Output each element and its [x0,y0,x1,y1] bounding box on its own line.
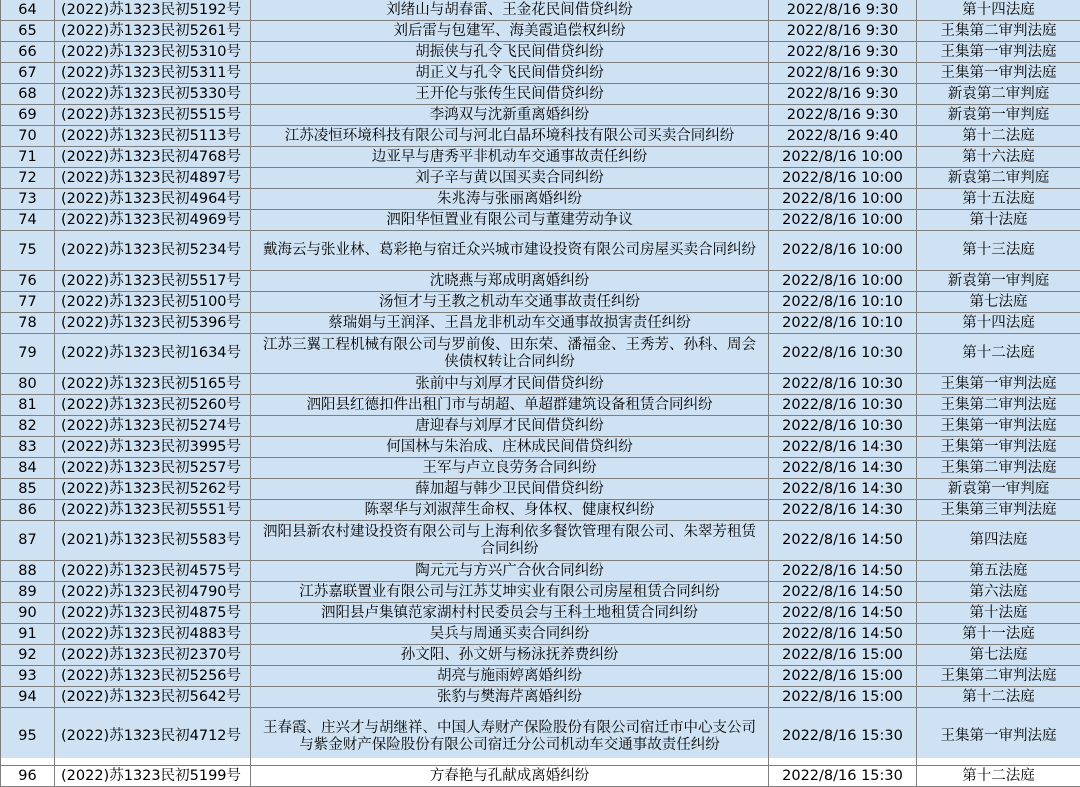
case-number-cell[interactable]: (2022)苏1323民初5199号 [55,766,251,787]
case-title-cell[interactable]: 戴海云与张业林、葛彩艳与宿迁众兴城市建设投资有限公司房屋买卖合同纠纷 [251,231,769,271]
case-title-cell[interactable]: 沈晓燕与郑成明离婚纠纷 [251,271,769,292]
courtroom-cell[interactable]: 第十一法庭 [917,624,1080,645]
row-number-cell[interactable]: 87 [1,521,55,561]
courtroom-cell[interactable]: 第十法庭 [917,603,1080,624]
row-number-cell[interactable]: 85 [1,479,55,500]
row-number-cell[interactable]: 64 [1,0,55,21]
table-row [1,374,1080,395]
row-number-cell[interactable]: 73 [1,189,55,210]
case-title-cell[interactable]: 朱兆涛与张丽离婚纠纷 [251,189,769,210]
row-number-cell[interactable]: 93 [1,666,55,687]
case-title-cell[interactable]: 陶元元与方兴广合伙合同纠纷 [251,561,769,582]
row-number-cell[interactable]: 80 [1,374,55,395]
hearing-time-cell[interactable]: 2022/8/16 14:50 [769,582,917,603]
row-number-cell[interactable]: 94 [1,687,55,708]
row-number-cell[interactable]: 72 [1,168,55,189]
case-number-cell[interactable]: (2022)苏1323民初5642号 [55,687,251,708]
courtroom-cell[interactable]: 新袁第一审判庭 [917,105,1080,126]
case-number-cell[interactable]: (2022)苏1323民初5517号 [55,271,251,292]
table-row [1,561,1080,582]
row-number-cell[interactable]: 66 [1,42,55,63]
courtroom-cell[interactable]: 王集第一审判法庭 [917,708,1080,766]
row-number-cell[interactable]: 96 [1,766,55,787]
table-row [1,168,1080,189]
row-number-cell[interactable]: 76 [1,271,55,292]
table-row [1,645,1080,666]
case-title-cell[interactable]: 刘绪山与胡春雷、王金花民间借贷纠纷 [251,0,769,21]
case-title-cell[interactable]: 蔡瑞娟与王润泽、王昌龙非机动车交通事故损害责任纠纷 [251,313,769,334]
case-number-cell[interactable]: (2022)苏1323民初5261号 [55,21,251,42]
hearing-time-cell[interactable]: 2022/8/16 10:30 [769,374,917,395]
row-number-cell[interactable]: 89 [1,582,55,603]
table-row [1,687,1080,708]
case-number-cell[interactable]: (2022)苏1323民初4768号 [55,147,251,168]
table-row [1,210,1080,231]
courtroom-cell[interactable]: 第十二法庭 [917,687,1080,708]
case-number-cell[interactable]: (2022)苏1323民初4575号 [55,561,251,582]
hearing-time-cell[interactable]: 2022/8/16 9:30 [769,63,917,84]
table-row [1,147,1080,168]
case-number-cell[interactable]: (2021)苏1323民初5583号 [55,521,251,561]
case-title-cell[interactable]: 胡正义与孔令飞民间借贷纠纷 [251,63,769,84]
row-number-cell[interactable]: 92 [1,645,55,666]
courtroom-cell[interactable]: 第十六法庭 [917,147,1080,168]
row-number-cell[interactable]: 86 [1,500,55,521]
hearing-time-cell[interactable]: 2022/8/16 9:30 [769,84,917,105]
hearing-time-cell[interactable]: 2022/8/16 9:30 [769,21,917,42]
row-number-cell[interactable]: 77 [1,292,55,313]
hearing-time-cell[interactable]: 2022/8/16 10:00 [769,271,917,292]
case-number-cell[interactable]: (2022)苏1323民初5256号 [55,666,251,687]
case-number-cell[interactable]: (2022)苏1323民初5192号 [55,0,251,21]
hearing-time-cell[interactable]: 2022/8/16 14:30 [769,437,917,458]
table-row [1,395,1080,416]
case-number-cell[interactable]: (2022)苏1323民初2370号 [55,645,251,666]
row-number-cell[interactable]: 75 [1,231,55,271]
case-title-cell[interactable]: 孙文阳、孙文妍与杨泳抚养费纠纷 [251,645,769,666]
courtroom-cell[interactable]: 第十五法庭 [917,189,1080,210]
case-title-cell[interactable]: 江苏嘉联置业有限公司与江苏艾坤实业有限公司房屋租赁合同纠纷 [251,582,769,603]
table-row [1,271,1080,292]
hearing-time-cell[interactable]: 2022/8/16 10:00 [769,168,917,189]
courtroom-cell[interactable]: 王集第二审判法庭 [917,458,1080,479]
courtroom-cell[interactable]: 王集第一审判法庭 [917,374,1080,395]
row-number-cell[interactable]: 74 [1,210,55,231]
case-title-cell[interactable]: 陈翠华与刘淑萍生命权、身体权、健康权纠纷 [251,500,769,521]
hearing-time-cell[interactable]: 2022/8/16 14:50 [769,561,917,582]
courtroom-cell[interactable]: 第十法庭 [917,210,1080,231]
row-number-cell[interactable]: 84 [1,458,55,479]
courtroom-cell[interactable]: 第六法庭 [917,582,1080,603]
hearing-time-cell[interactable]: 2022/8/16 14:30 [769,479,917,500]
table-row [1,521,1080,561]
case-number-cell[interactable]: (2022)苏1323民初4969号 [55,210,251,231]
case-number-cell[interactable]: (2022)苏1323民初5515号 [55,105,251,126]
courtroom-cell[interactable]: 王集第三审判法庭 [917,500,1080,521]
case-number-cell[interactable]: (2022)苏1323民初5274号 [55,416,251,437]
case-title-cell[interactable]: 何国林与朱治成、庄林成民间借贷纠纷 [251,437,769,458]
case-number-cell[interactable]: (2022)苏1323民初4712号 [55,708,251,766]
row-number-cell[interactable]: 71 [1,147,55,168]
case-title-cell[interactable]: 胡亮与施雨婷离婚纠纷 [251,666,769,687]
case-number-cell[interactable]: (2022)苏1323民初4883号 [55,624,251,645]
case-title-cell[interactable]: 王军与卢立良劳务合同纠纷 [251,458,769,479]
row-number-cell[interactable]: 69 [1,105,55,126]
case-title-cell[interactable]: 江苏三翼工程机械有限公司与罗前俊、田东荣、潘福金、王秀芳、孙科、周会侠债权转让合同纠纷 [251,334,769,374]
row-number-cell[interactable]: 95 [1,708,55,766]
case-number-cell[interactable]: (2022)苏1323民初5257号 [55,458,251,479]
hearing-time-cell[interactable]: 2022/8/16 14:50 [769,521,917,561]
hearing-time-cell[interactable]: 2022/8/16 10:30 [769,416,917,437]
table-row [1,624,1080,645]
table-row [1,21,1080,42]
courtroom-cell[interactable]: 第七法庭 [917,292,1080,313]
case-number-cell[interactable]: (2022)苏1323民初5330号 [55,84,251,105]
case-number-cell[interactable]: (2022)苏1323民初5310号 [55,42,251,63]
case-number-cell[interactable]: (2022)苏1323民初5234号 [55,231,251,271]
case-title-cell[interactable]: 江苏凌恒环境科技有限公司与河北白晶环境科技有限公司买卖合同纠纷 [251,126,769,147]
case-title-cell[interactable]: 泗阳县红德扣件出租门市与胡超、单超群建筑设备租赁合同纠纷 [251,395,769,416]
row-number-cell[interactable]: 65 [1,21,55,42]
courtroom-cell[interactable]: 第四法庭 [917,521,1080,561]
table-row [1,292,1080,313]
case-number-cell[interactable]: (2022)苏1323民初5551号 [55,500,251,521]
courtroom-cell[interactable]: 第十四法庭 [917,313,1080,334]
hearing-time-cell[interactable]: 2022/8/16 14:50 [769,603,917,624]
courtroom-cell[interactable]: 王集第二审判法庭 [917,395,1080,416]
table-row [1,666,1080,687]
case-title-cell[interactable]: 刘子辛与黄以国买卖合同纠纷 [251,168,769,189]
row-number-cell[interactable]: 82 [1,416,55,437]
hearing-time-cell[interactable]: 2022/8/16 15:00 [769,687,917,708]
hearing-time-cell[interactable]: 2022/8/16 15:30 [769,708,917,766]
courtroom-cell[interactable]: 新袁第二审判庭 [917,168,1080,189]
row-number-cell[interactable]: 78 [1,313,55,334]
table-row [1,231,1080,271]
case-number-cell[interactable]: (2022)苏1323民初1634号 [55,334,251,374]
case-title-cell[interactable]: 王春霞、庄兴才与胡继祥、中国人寿财产保险股份有限公司宿迁市中心支公司与紫金财产保险股份有限公司宿迁分公司机动车交通事故责任纠纷 [251,708,769,766]
courtroom-cell[interactable]: 第十二法庭 [917,126,1080,147]
table-row [1,105,1080,126]
case-number-cell[interactable]: (2022)苏1323民初5260号 [55,395,251,416]
hearing-time-cell[interactable]: 2022/8/16 10:00 [769,210,917,231]
row-number-cell[interactable]: 88 [1,561,55,582]
case-number-cell[interactable]: (2022)苏1323民初4897号 [55,168,251,189]
table-row [1,0,1080,21]
hearing-time-cell[interactable]: 2022/8/16 15:00 [769,645,917,666]
table-row [1,334,1080,374]
case-number-cell[interactable]: (2022)苏1323民初4964号 [55,189,251,210]
row-number-cell[interactable]: 70 [1,126,55,147]
table-row [1,766,1080,787]
courtroom-cell[interactable]: 新袁第一审判庭 [917,271,1080,292]
hearing-time-cell[interactable]: 2022/8/16 10:10 [769,313,917,334]
hearing-time-cell[interactable]: 2022/8/16 15:30 [769,766,917,787]
courtroom-cell[interactable]: 第五法庭 [917,561,1080,582]
hearing-time-cell[interactable]: 2022/8/16 10:30 [769,334,917,374]
hearing-time-cell[interactable]: 2022/8/16 14:30 [769,500,917,521]
table-row [1,437,1080,458]
hearing-time-cell[interactable]: 2022/8/16 10:10 [769,292,917,313]
row-number-cell[interactable]: 79 [1,334,55,374]
case-title-cell[interactable]: 边亚早与唐秀平非机动车交通事故责任纠纷 [251,147,769,168]
courtroom-cell[interactable]: 新袁第一审判庭 [917,479,1080,500]
hearing-time-cell[interactable]: 2022/8/16 14:30 [769,458,917,479]
courtroom-cell[interactable]: 王集第二审判法庭 [917,21,1080,42]
hearing-time-cell[interactable]: 2022/8/16 9:30 [769,105,917,126]
case-number-cell[interactable]: (2022)苏1323民初4875号 [55,603,251,624]
case-number-cell[interactable]: (2022)苏1323民初5100号 [55,292,251,313]
courtroom-cell[interactable]: 新袁第二审判庭 [917,84,1080,105]
case-title-cell[interactable]: 薛加超与韩少卫民间借贷纠纷 [251,479,769,500]
courtroom-cell[interactable]: 王集第一审判法庭 [917,416,1080,437]
case-title-cell[interactable]: 泗阳华恒置业有限公司与董建劳动争议 [251,210,769,231]
table-row [1,189,1080,210]
table-row [1,42,1080,63]
table-row [1,582,1080,603]
case-title-cell[interactable]: 唐迎春与刘厚才民间借贷纠纷 [251,416,769,437]
row-number-cell[interactable]: 91 [1,624,55,645]
row-number-cell[interactable]: 68 [1,84,55,105]
courtroom-cell[interactable]: 第十四法庭 [917,0,1080,21]
hearing-time-cell[interactable]: 2022/8/16 15:00 [769,666,917,687]
hearing-time-cell[interactable]: 2022/8/16 9:40 [769,126,917,147]
row-number-cell[interactable]: 83 [1,437,55,458]
hearing-time-cell[interactable]: 2022/8/16 10:00 [769,231,917,271]
case-title-cell[interactable]: 张豹与樊海芹离婚纠纷 [251,687,769,708]
hearing-time-cell[interactable]: 2022/8/16 10:00 [769,189,917,210]
courtroom-cell[interactable]: 第十二法庭 [917,334,1080,374]
courtroom-cell[interactable]: 第十二法庭 [917,766,1080,787]
case-title-cell[interactable]: 李鸿双与沈新重离婚纠纷 [251,105,769,126]
courtroom-cell[interactable]: 第十三法庭 [917,231,1080,271]
table-row [1,126,1080,147]
row-number-cell[interactable]: 90 [1,603,55,624]
case-number-cell[interactable]: (2022)苏1323民初5396号 [55,313,251,334]
hearing-time-cell[interactable]: 2022/8/16 10:00 [769,147,917,168]
courtroom-cell[interactable]: 王集第一审判法庭 [917,42,1080,63]
hearing-time-cell[interactable]: 2022/8/16 9:30 [769,42,917,63]
hearing-time-cell[interactable]: 2022/8/16 9:30 [769,0,917,21]
case-number-cell[interactable]: (2022)苏1323民初5262号 [55,479,251,500]
courtroom-cell[interactable]: 王集第一审判法庭 [917,437,1080,458]
case-number-cell[interactable]: (2022)苏1323民初5311号 [55,63,251,84]
table-row [1,603,1080,624]
case-number-cell[interactable]: (2022)苏1323民初4790号 [55,582,251,603]
case-title-cell[interactable]: 刘后雷与包建军、海美霞追偿权纠纷 [251,21,769,42]
table-row [1,708,1080,766]
case-title-cell[interactable]: 泗阳县新农村建设投资有限公司与上海利依多餐饮管理有限公司、朱翠芳租赁合同纠纷 [251,521,769,561]
case-number-cell[interactable]: (2022)苏1323民初3995号 [55,437,251,458]
table-row [1,479,1080,500]
table-row [1,416,1080,437]
case-number-cell[interactable]: (2022)苏1323民初5165号 [55,374,251,395]
case-title-cell[interactable]: 泗阳县卢集镇范家湖村村民委员会与王科土地租赁合同纠纷 [251,603,769,624]
table-row [1,500,1080,521]
case-number-cell[interactable]: (2022)苏1323民初5113号 [55,126,251,147]
table-row [1,313,1080,334]
courtroom-cell[interactable]: 王集第二审判法庭 [917,666,1080,687]
case-title-cell[interactable]: 吴兵与周通买卖合同纠纷 [251,624,769,645]
courtroom-cell[interactable]: 王集第一审判法庭 [917,63,1080,84]
table-row [1,458,1080,479]
case-title-cell[interactable]: 方春艳与孔献成离婚纠纷 [251,766,769,787]
row-number-cell[interactable]: 67 [1,63,55,84]
table-row [1,84,1080,105]
hearing-time-cell[interactable]: 2022/8/16 14:50 [769,624,917,645]
case-title-cell[interactable]: 王开伦与张传生民间借贷纠纷 [251,84,769,105]
case-title-cell[interactable]: 胡振侠与孔令飞民间借贷纠纷 [251,42,769,63]
row-number-cell[interactable]: 81 [1,395,55,416]
table-row [1,63,1080,84]
courtroom-cell[interactable]: 第七法庭 [917,645,1080,666]
hearing-time-cell[interactable]: 2022/8/16 10:30 [769,395,917,416]
case-title-cell[interactable]: 汤恒才与王教之机动车交通事故责任纠纷 [251,292,769,313]
case-title-cell[interactable]: 张前中与刘厚才民间借贷纠纷 [251,374,769,395]
